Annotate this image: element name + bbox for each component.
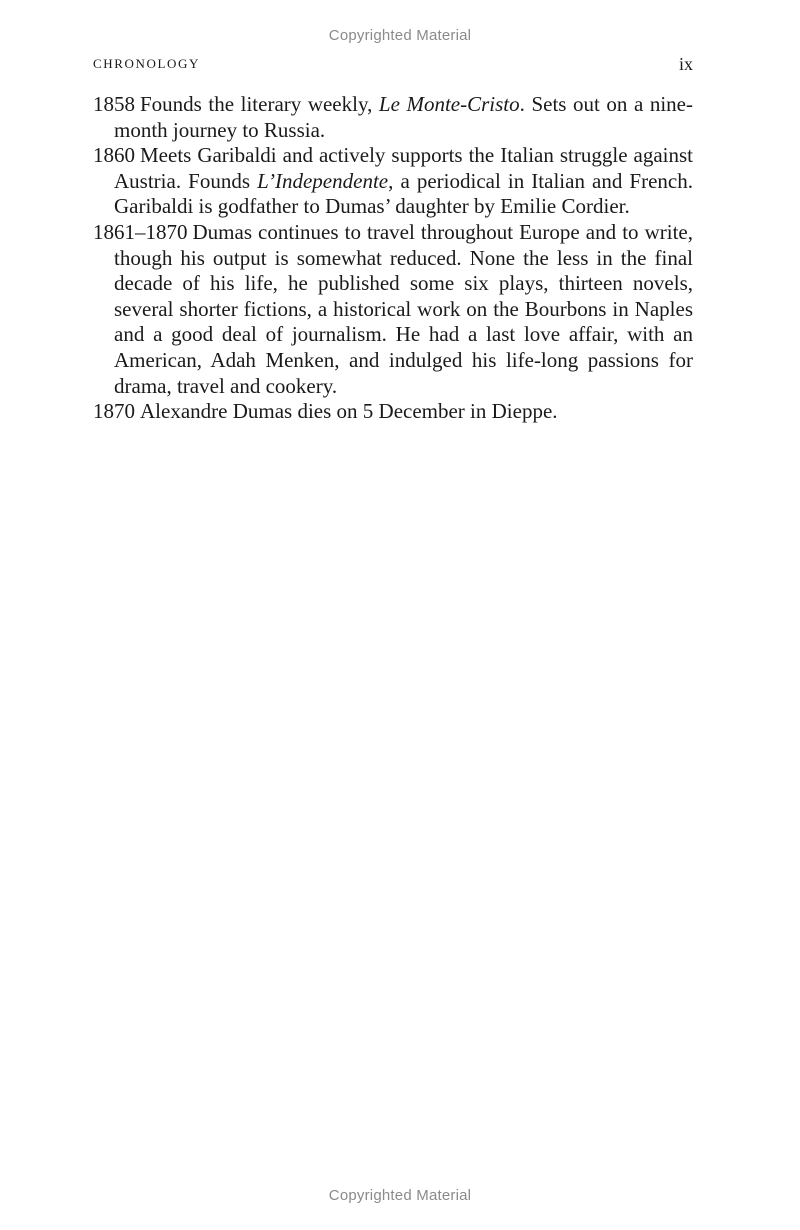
- entry-text: Alexandre Dumas dies on 5 December in Dieppe.: [140, 399, 558, 424]
- entry-text: Dumas continues to travel throughout Europe and to write, though his output is somewhat reduced. None the less in the final decade of his life, he published some six plays, thirteen novels, several shorter fictions, a historical work on the Bourbons in Naples and a good deal of journalism. He had a last love affair, with an American, Adah Menken, and indulged his life-long passions for drama, travel and cookery.: [114, 219, 693, 398]
- entry-year: 1861–1870: [93, 219, 188, 244]
- copyright-watermark-top: Copyrighted Material: [328, 27, 472, 44]
- chronology-entry-1858: [93, 92, 693, 143]
- running-head-section-title: CHRONOLOGY: [93, 56, 200, 71]
- entry-text: , a periodical in Italian and French. Garibaldi is godfather to Dumas’ daughter by Emilie Cordier.: [114, 168, 693, 219]
- chronology-list: [93, 92, 693, 425]
- chronology-entry-1870: [93, 399, 693, 425]
- entry-year: 1860: [93, 143, 135, 168]
- entry-year: 1870: [93, 399, 135, 424]
- chronology-entry-1861-1870: [93, 220, 693, 399]
- entry-italic-title: Le Monte-Cristo: [378, 92, 520, 116]
- entry-text: Founds the literary weekly,: [140, 92, 379, 116]
- running-head: [93, 54, 693, 74]
- entry-italic-title: L’Independente: [257, 168, 389, 193]
- entry-year: 1858: [93, 92, 135, 116]
- chronology-entry-1860: [93, 143, 693, 220]
- entry-text: Meets Garibaldi and actively supports the Italian struggle against Austria. Founds: [114, 143, 693, 193]
- entry-text: . Sets out on a nine-month journey to Russia.: [114, 92, 693, 142]
- page-number: ix: [678, 54, 693, 74]
- copyright-watermark-bottom: Copyrighted Material: [328, 1187, 472, 1204]
